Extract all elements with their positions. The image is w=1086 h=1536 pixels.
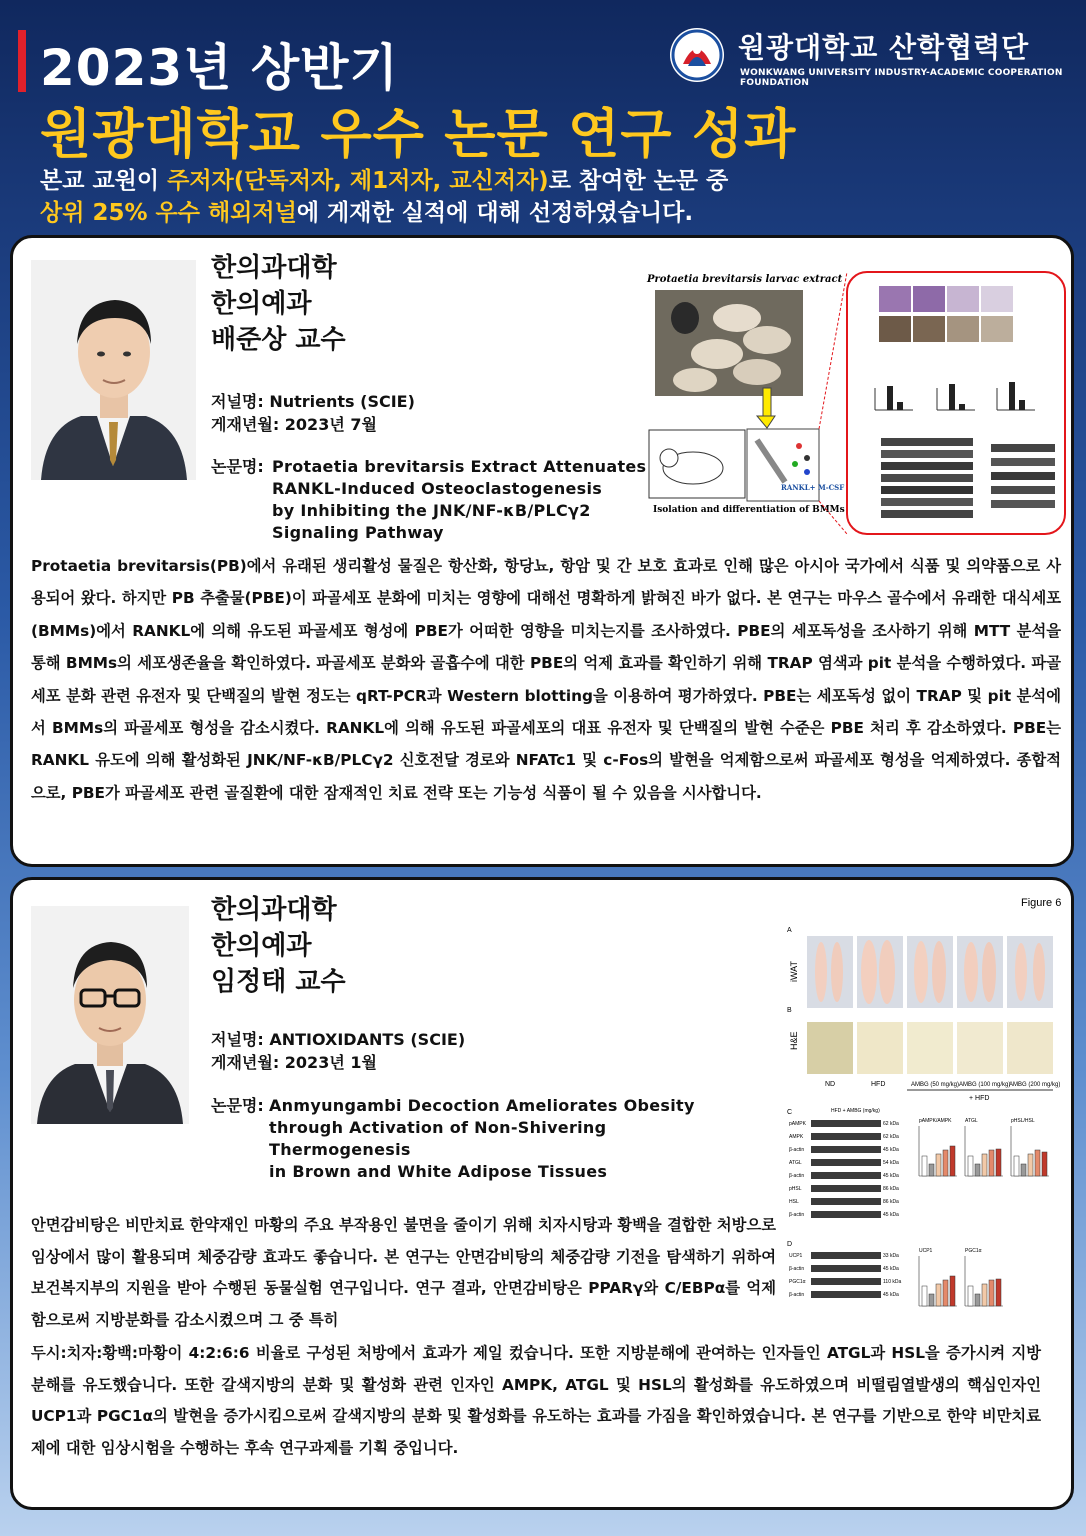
blot-kda: 62 kDa <box>883 1121 899 1127</box>
paper-title-block <box>211 1095 731 1181</box>
figure-title: Figure 6 <box>1021 897 1062 909</box>
publication-meta <box>211 390 415 436</box>
chart-bar <box>968 1156 973 1176</box>
logo-name-kr: 원광대학교 산학협력단 <box>738 31 1030 64</box>
bar-charts-c <box>919 1118 1049 1176</box>
panel-label-b: B <box>787 1007 792 1014</box>
blot-kda: 45 kDa <box>883 1173 899 1179</box>
blot-band <box>811 1278 881 1285</box>
blot-label: PGC1α <box>789 1279 806 1285</box>
paper-abstract-part-1: 안면감비탕은 비만치료 한약재인 마황의 주요 부작용인 불면을 줄이기 위해 치자시탕과 황백을 결합한 처방으로 임상에서 많이 활용되며 체중감량 효과도 좋습니다. 본 연구는 안면감비탕의 체중감량 기전을 탐색하기 위하여 보건복지부의 지원을 받아 수행된 동물실험 연구입니다. 연구 결과, 안면감비탕은 PPARγ와 C/EBPα를 억제함으로써 지방분화를 감소시켰으며 그 중 특히 <box>31 1216 776 1329</box>
university-emblem-icon <box>668 26 726 84</box>
chart-bar <box>922 1286 927 1306</box>
blot-label: ATGL <box>789 1160 802 1166</box>
figure-caption-top: Protaetia brevitarsis larvac extract <box>647 274 843 285</box>
university-logo <box>668 26 1078 88</box>
paper-abstract-part-2: 두시:치자:황백:마황이 4:2:6:6 비율로 구성된 처방에서 효과가 제일 컸습니다. 또한 지방분해에 관여하는 인자들인 ATGL과 HSL을 증가시켜 지방분해를 유도했습니다. 또한 갈색지방의 분화 및 활성화 관련 인자인 AMPK, ATGL 및 HSL의 활성화를 유도하였으며 비떨림열발생의 핵심인자인 UCP1과 PGC1α의 발현을 증가시킴으로써 갈색지방의 분화 및 활성화를 유도하는 효과를 가짐을 확인하였습니다. 본 연구를 기반으로 한약 비만치료제에 대한 임상시험을 수행하는 후속 연구과제를 기획 중입니다. <box>31 1344 1041 1457</box>
chart-title: PGC1α <box>965 1248 982 1254</box>
graphical-abstract-figure <box>637 268 1069 538</box>
blot-band <box>811 1159 881 1166</box>
blot-label: β-actin <box>789 1147 805 1153</box>
chart-bar <box>922 1156 927 1176</box>
figure-6 <box>783 890 1073 1330</box>
chart-bar <box>943 1280 948 1306</box>
blot-band <box>811 1265 881 1272</box>
bar-charts-d <box>919 1248 1003 1306</box>
group-label-ambg-200: AMBG (200 mg/kg) <box>1009 1082 1061 1088</box>
chart-bar <box>1042 1152 1047 1176</box>
group-label-ambg-50: AMBG (50 mg/kg) <box>911 1082 960 1088</box>
chart-bar <box>968 1286 973 1306</box>
figure-label-rankl: RANKL+ M-CSF <box>781 483 845 492</box>
chart-title: UCP1 <box>919 1248 933 1254</box>
chart-bar <box>996 1149 1001 1176</box>
blot-label: β-actin <box>789 1266 805 1272</box>
subtitle-line-1: 본교 교원이 주저자(단독저자, 제1저자, 교신저자)로 참여한 논문 중 <box>40 168 729 194</box>
blot-label: β-actin <box>789 1292 805 1298</box>
chart-bar <box>982 1284 987 1306</box>
blot-kda: 110 kDa <box>883 1279 902 1285</box>
blot-label: AMPK <box>789 1134 804 1140</box>
group-label-hfd: HFD <box>871 1081 886 1088</box>
publication-date: 게재년월: 2023년 7월 <box>211 415 377 434</box>
title-accent-bar <box>18 30 26 92</box>
blot-label: β-actin <box>789 1212 805 1218</box>
group-label-nd: ND <box>825 1081 836 1088</box>
publication-date: 게재년월: 2023년 1월 <box>211 1053 377 1072</box>
chart-bar <box>1021 1164 1026 1176</box>
blot-band <box>811 1185 881 1192</box>
blot-band <box>811 1120 881 1127</box>
chart-bar <box>1028 1154 1033 1176</box>
chart-bar <box>1035 1150 1040 1176</box>
he-stain-images <box>807 1022 1053 1074</box>
row-label-he: H&E <box>789 1031 799 1050</box>
blot-label: pHSL <box>789 1186 802 1192</box>
paper-card-1 <box>10 235 1074 867</box>
chart-title: pHSL/HSL <box>1011 1118 1035 1124</box>
paper-title-label: 논문명: <box>211 1096 264 1115</box>
blot-label: pAMPK <box>789 1121 806 1127</box>
paper-title-block <box>211 456 671 546</box>
chart-bar <box>929 1294 934 1306</box>
blot-kda: 45 kDa <box>883 1292 899 1298</box>
group-label-ambg-100: AMBG (100 mg/kg) <box>959 1082 1011 1088</box>
subtitle-line-2: 상위 25% 우수 해외저널에 게재한 실적에 대해 선정하였습니다. <box>40 200 694 226</box>
blot-kda: 45 kDa <box>883 1147 899 1153</box>
paper-abstract: Protaetia brevitarsis(PB)에서 유래된 생리활성 물질은 항산화, 항당뇨, 항암 및 간 보호 효과로 인해 많은 아시아 국가에서 식품 및 의약품으로 사용되어 왔다. 하지만 PB 추출물(PBE)이 파골세포 분화에 미치는 영향에 대해선 명확하게 밝혀진 바가 없다. 본 연구는 마우스 골수에서 유래한 대식세포(BMMs)에서 RANKL에 의해 유도된 파골세포 형성에 PBE가 어떠한 영향을 미치는지를 조사하였다. PBE의 세포독성을 조사하기 위해 MTT 분석을 통해 BMMs의 세포생존율을 확인하였다. 파골세포 분화와 골흡수에 대한 PBE의 억제 효과를 확인하기 위해 TRAP 염색과 pit 분석을 수행하였다. 파골세포 분화 관련 유전자 및 단백질의 발현 정도는 qRT-PCR과 Western blotting을 이용하여 평가하였다. PBE는 세포독성 없이 TRAP 및 pit 분석에서 BMMs의 파골세포 형성을 감소시켰다. RANKL에 의해 유도된 파골세포의 대표 유전자 및 단백질의 발현 수준은 PBE 처리 후 감소하였다. PBE는 RANKL 유도에 의해 활성화된 JNK/NF-κB/PLCγ2 신호전달 경로와 NFATc1 및 c-Fos의 발현을 억제함으로써 파골세포 형성을 억제하였다. 종합적으로, PBE가 파골세포 관련 골질환에 대한 잠재적인 치료 전략 또는 기능성 식품이 될 수 있음을 시사합니다. <box>31 557 1061 802</box>
figure-caption-bottom: Isolation and differentiation of BMMs <box>653 505 845 515</box>
professor-photo <box>31 260 196 480</box>
chart-title: pAMPK/AMPK <box>919 1118 952 1124</box>
panel-label-c: C <box>787 1109 793 1116</box>
blot-label: UCP1 <box>789 1253 803 1259</box>
blot-kda: 54 kDa <box>883 1160 899 1166</box>
professor-info <box>211 250 346 358</box>
chart-bar <box>975 1164 980 1176</box>
western-blots-c <box>789 1120 899 1218</box>
college-name: 한의과대학 <box>211 253 337 283</box>
publication-meta <box>211 1028 465 1074</box>
iwat-tissue-images <box>807 936 1053 1008</box>
paper-title-label: 논문명: <box>211 457 264 476</box>
chart-bar <box>950 1276 955 1306</box>
chart-bar <box>936 1154 941 1176</box>
blot-band <box>811 1198 881 1205</box>
chart-bar <box>975 1294 980 1306</box>
blot-header-c: HFD + AMBG (mg/kg) <box>831 1108 880 1114</box>
blot-kda: 45 kDa <box>883 1212 899 1218</box>
professor-name: 배준상 교수 <box>211 325 346 355</box>
chart-bar <box>982 1154 987 1176</box>
blot-band <box>811 1252 881 1259</box>
chart-bar <box>989 1150 994 1176</box>
professor-info <box>211 892 346 1000</box>
western-blots-d <box>789 1252 901 1298</box>
blot-kda: 62 kDa <box>883 1134 899 1140</box>
chart-bar <box>950 1146 955 1176</box>
blot-band <box>811 1146 881 1153</box>
department-name: 한의예과 <box>211 289 312 319</box>
journal-name: 저널명: ANTIOXIDANTS (SCIE) <box>211 1030 466 1049</box>
chart-title: ATGL <box>965 1118 978 1124</box>
group-note-hfd: + HFD <box>969 1095 990 1102</box>
chart-bar <box>1014 1156 1019 1176</box>
journal-name: 저널명: Nutrients (SCIE) <box>211 392 415 411</box>
row-label-iwat: iWAT <box>789 961 799 982</box>
chart-bar <box>996 1279 1001 1306</box>
college-name: 한의과대학 <box>211 895 337 925</box>
blot-label: β-actin <box>789 1173 805 1179</box>
chart-bar <box>989 1280 994 1306</box>
professor-photo <box>31 906 189 1124</box>
chart-bar <box>929 1164 934 1176</box>
page-title-year: 2023년 상반기 <box>40 39 399 97</box>
chart-bar <box>943 1150 948 1176</box>
department-name: 한의예과 <box>211 931 312 961</box>
blot-kda: 45 kDa <box>883 1266 899 1272</box>
blot-kda: 33 kDa <box>883 1253 899 1259</box>
panel-label-d: D <box>787 1241 793 1248</box>
paper-title: Anmyungambi Decoction Ameliorates Obesity through Activation of Non-Shivering Thermogenesis in Brown and White Adipose Tissues <box>269 1096 695 1181</box>
blot-band <box>811 1211 881 1218</box>
page-title: 원광대학교 우수 논문 연구 성과 <box>40 104 797 165</box>
panel-label-a: A <box>787 927 792 934</box>
blot-kda: 86 kDa <box>883 1199 899 1205</box>
logo-name-en: WONKWANG UNIVERSITY INDUSTRY-ACADEMIC COOPERATION FOUNDATION <box>740 68 1063 88</box>
professor-name: 임정태 교수 <box>211 967 346 997</box>
blot-band <box>811 1291 881 1298</box>
paper-card-2 <box>10 877 1074 1510</box>
blot-label: HSL <box>789 1199 799 1205</box>
blot-kda: 86 kDa <box>883 1186 899 1192</box>
chart-bar <box>936 1284 941 1306</box>
blot-band <box>811 1172 881 1179</box>
blot-band <box>811 1133 881 1140</box>
paper-title: Protaetia brevitarsis Extract Attenuates RANKL-Induced Osteoclastogenesis by Inhibiting the JNK/NF-κB/PLCγ2 Signaling Pathway <box>272 457 647 542</box>
